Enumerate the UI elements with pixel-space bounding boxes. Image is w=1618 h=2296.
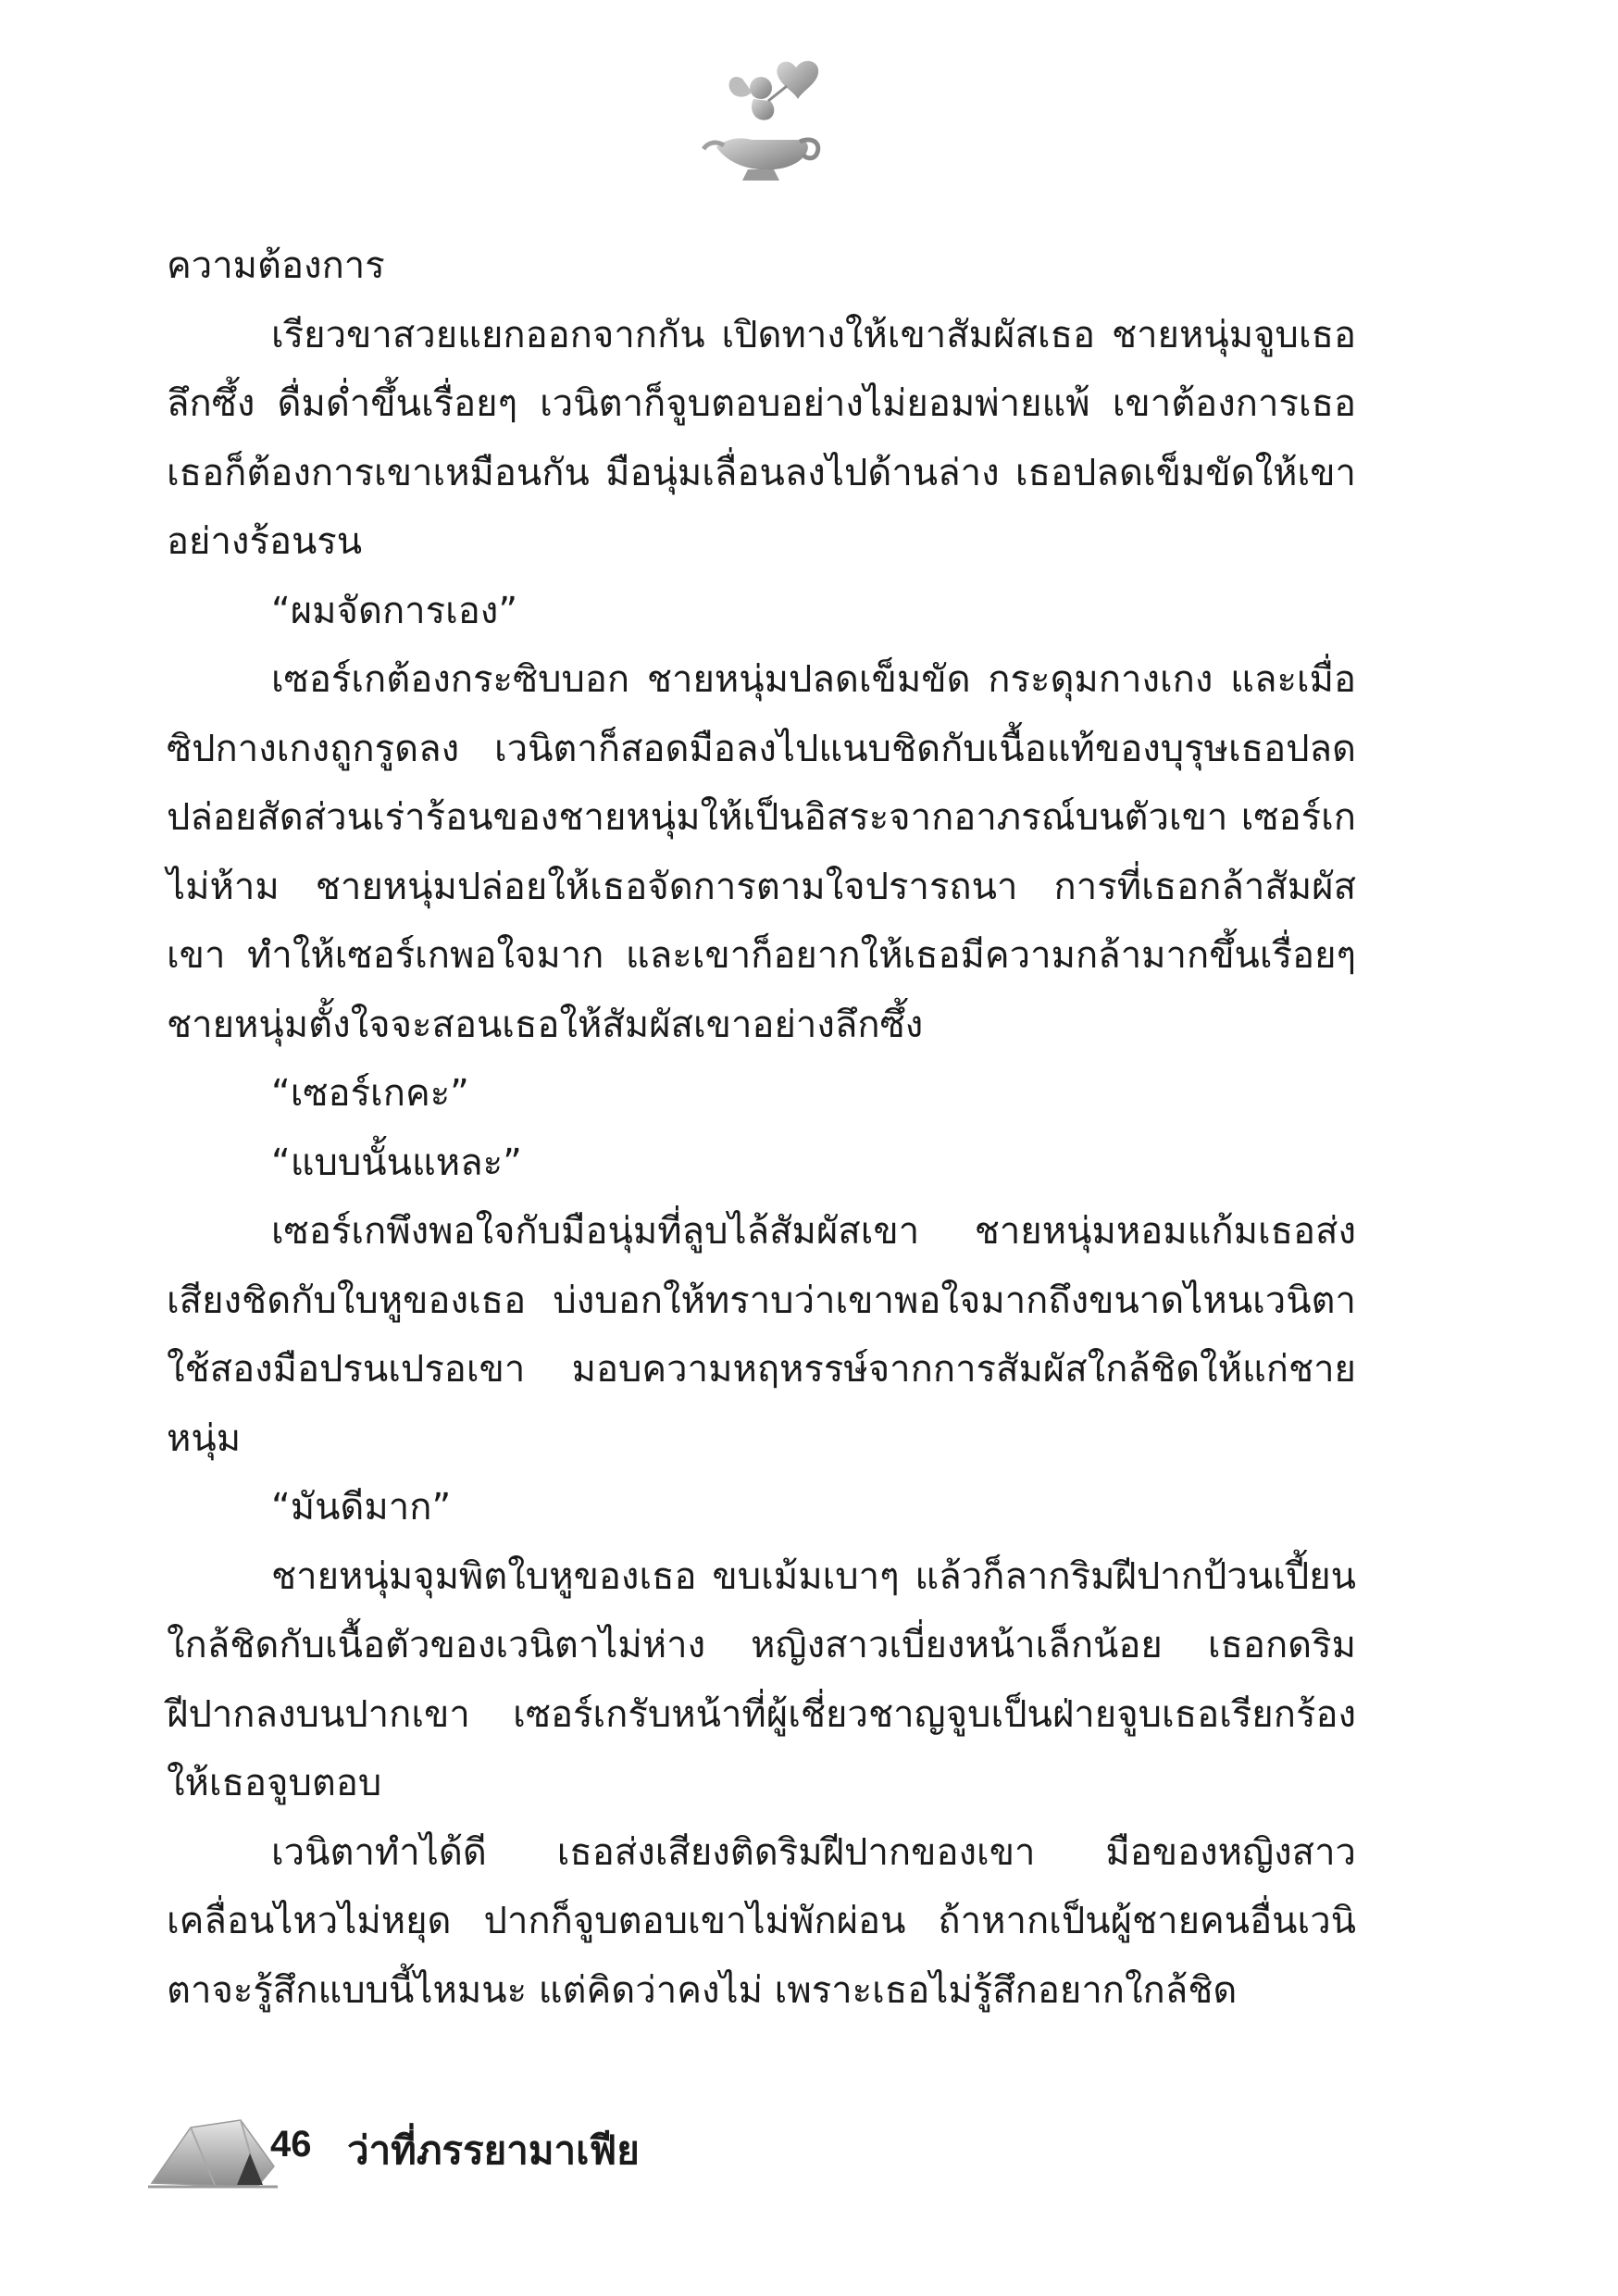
paragraph: เซอร์เกพึงพอใจกับมือนุ่มที่ลูบไล้สัมผัสเขา ชายหนุ่มหอมแก้มเธอส่งเสียงชิดกับใบหูของเธอ บ่งบอกให้ทราบว่าเขาพอใจมากถึงขนาดไหนเวนิตาใช้สองมือปรนเปรอเขา มอบความหฤหรรษ์จากการสัมผัสใกล้ชิดให้แก่ชายหนุ่ม [167, 1210, 1356, 1460]
book-title: ว่าที่ภรรยามาเฟีย [347, 2128, 640, 2173]
paragraph: ชายหนุ่มจุมพิตใบหูของเธอ ขบเม้มเบาๆ แล้วก็ลากริมฝีปากป้วนเปี้ยนใกล้ชิดกับเนื้อตัวของเวนิตาไม่ห่าง หญิงสาวเบี่ยงหน้าเล็กน้อย เธอกดริมฝีปากลงบนปากเขา เซอร์เกรับหน้าที่ผู้เชี่ยวชาญจูบเป็นฝ่ายจูบเธอเรียกร้องให้เธอจูบตอบ [167, 1554, 1356, 1804]
paragraph: เซอร์เกต้องกระซิบบอก ชายหนุ่มปลดเข็มขัด กระดุมกางเกง และเมื่อซิปกางเกงถูกรูดลง เวนิตาก็สอดมือลงไปแนบชิดกับเนื้อแท้ของบุรุษเธอปลดปล่อยสัดส่วนเร่าร้อนของชายหนุ่มให้เป็นอิสระจากอาภรณ์บนตัวเขา เซอร์เกไม่ห้าม ชายหนุ่มปล่อยให้เธอจัดการตามใจปรารถนา การที่เธอกล้าสัมผัสเขา ทำให้เซอร์เกพอใจมาก และเขาก็อยากให้เธอมีความกล้ามากขึ้นเรื่อยๆ ชายหนุ่มตั้งใจจะสอนเธอให้สัมผัสเขาอย่างลึกซึ้ง [167, 658, 1356, 1046]
paragraph: เวนิตาทำได้ดี เธอส่งเสียงติดริมฝีปากของเขา มือของหญิงสาวเคลื่อนไหวไม่หยุด ปากก็จูบตอบเขาไม่พักผ่อน ถ้าหากเป็นผู้ชายคนอื่นเวนิตาจะรู้สึกแบบนี้ไหมนะ แต่คิดว่าคงไม่ เพราะเธอไม่รู้สึกอยากใกล้ชิด [167, 1830, 1356, 2012]
page-number: 46 [270, 2124, 312, 2165]
paragraph: “แบบนั้นแหละ” [271, 1141, 522, 1184]
body-text [167, 231, 1356, 2025]
paragraph: “มันดีมาก” [271, 1486, 452, 1529]
page-footer [148, 2102, 796, 2203]
cupid-teacup-icon [696, 51, 835, 190]
paragraph: เรียวขาสวยแยกออกจากกัน เปิดทางให้เขาสัมผัสเธอ ชายหนุ่มจูบเธอลึกซึ้ง ดื่มด่ำขึ้นเรื่อยๆ เวนิตาก็จูบตอบอย่างไม่ยอมพ่ายแพ้ เขาต้องการเธอ เธอก็ต้องการเขาเหมือนกัน มือนุ่มเลื่อนลงไปด้านล่าง เธอปลดเข็มขัดให้เขาอย่างร้อนรน [167, 313, 1356, 563]
tent-icon [148, 2111, 278, 2194]
paragraph: ความต้องการ [167, 244, 385, 287]
paragraph: “ผมจัดการเอง” [271, 589, 518, 632]
paragraph: “เซอร์เกคะ” [271, 1072, 469, 1115]
